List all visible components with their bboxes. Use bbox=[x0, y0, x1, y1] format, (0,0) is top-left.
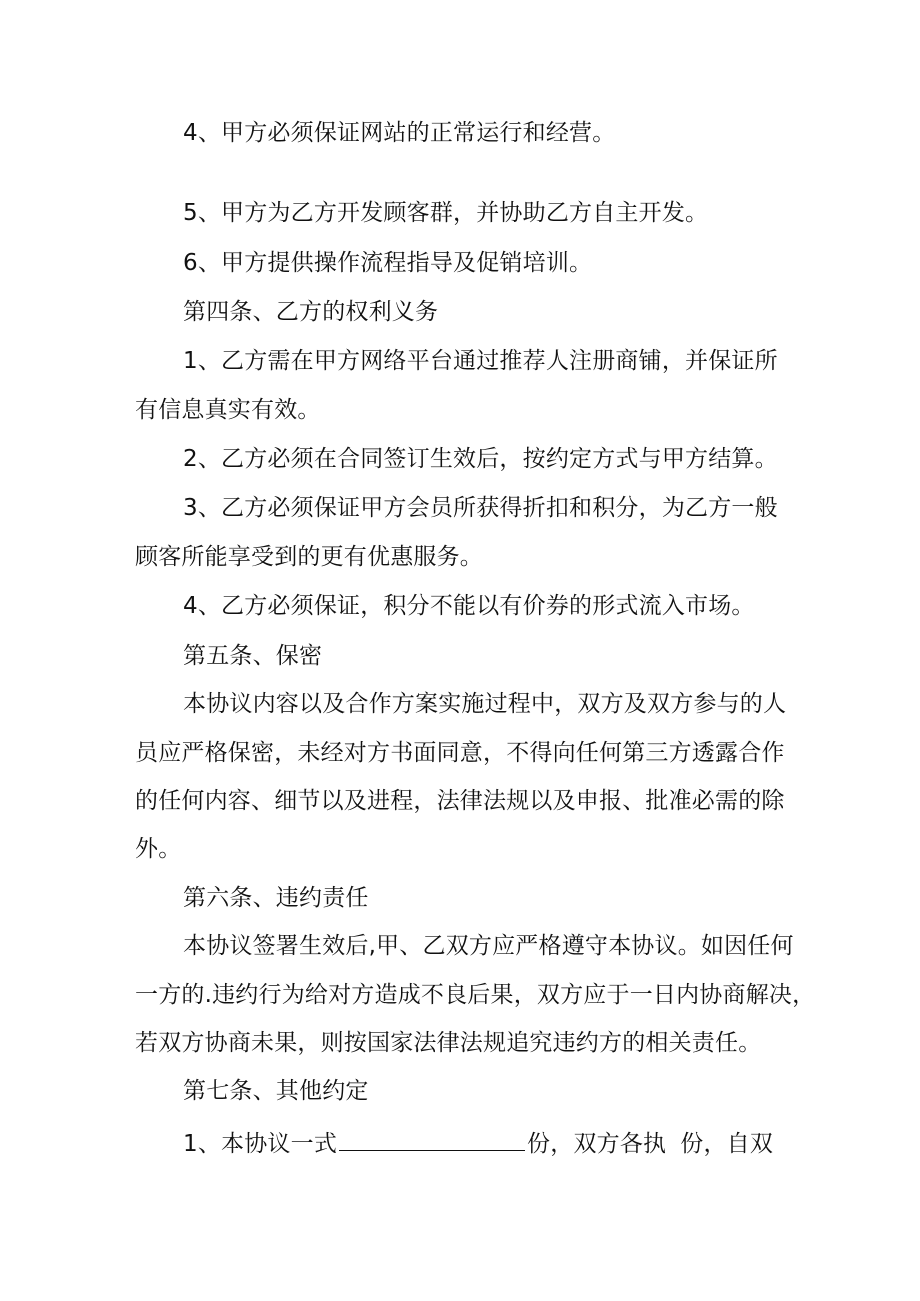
clause-4-item-1-line-1: 1、乙方需在甲方网络平台通过推荐人注册商铺，并保证所 bbox=[183, 348, 778, 374]
clause-3-item-5: 5、甲方为乙方开发顾客群，并协助乙方自主开发。 bbox=[183, 200, 709, 226]
clause-5-body-line-3: 的任何内容、细节以及进程，法律法规以及申报、批准必需的除 bbox=[135, 788, 785, 814]
clause-4-heading: 第四条、乙方的权利义务 bbox=[183, 299, 439, 325]
clause-6-body-line-1: 本协议签署生效后,甲、乙双方应严格遵守本协议。如因任何 bbox=[183, 933, 794, 959]
clause-4-item-3-line-2: 顾客所能享受到的更有优惠服务。 bbox=[135, 544, 483, 570]
clause-5-body-line-1: 本协议内容以及合作方案实施过程中，双方及双方参与的人 bbox=[183, 691, 787, 717]
clause-7-item-1-part-2: 份，双方各执 bbox=[527, 1131, 667, 1157]
clause-6-body-line-2: 一方的.违约行为给对方造成不良后果，双方应于一日内协商解决， bbox=[135, 982, 816, 1008]
clause-7-item-1-prefix: 1、本协议一式 bbox=[183, 1131, 338, 1157]
clause-5-heading: 第五条、保密 bbox=[183, 643, 323, 669]
clause-4-item-2: 2、乙方必须在合同签订生效后，按约定方式与甲方结算。 bbox=[183, 446, 778, 472]
copies-blank-line bbox=[339, 1126, 525, 1151]
clause-3-item-4: 4、甲方必须保证网站的正常运行和经营。 bbox=[183, 120, 616, 146]
clause-4-item-4: 4、乙方必须保证，积分不能以有价券的形式流入市场。 bbox=[183, 593, 755, 619]
clause-5-body-line-4: 外。 bbox=[135, 836, 182, 862]
clause-7-heading: 第七条、其他约定 bbox=[183, 1078, 369, 1104]
clause-3-item-6: 6、甲方提供操作流程指导及促销培训。 bbox=[183, 250, 593, 276]
clause-6-body-line-3: 若双方协商未果，则按国家法律法规追究违约方的相关责任。 bbox=[135, 1030, 762, 1056]
clause-7-item-1-part-3: 份，自双 bbox=[680, 1131, 774, 1157]
clause-4-item-1-line-2: 有信息真实有效。 bbox=[135, 397, 321, 423]
clause-6-heading: 第六条、违约责任 bbox=[183, 885, 369, 911]
clause-5-body-line-2: 员应严格保密，未经对方书面同意，不得向任何第三方透露合作 bbox=[135, 740, 785, 766]
clause-7-item-1 bbox=[183, 1126, 773, 1159]
clause-4-item-3-line-1: 3、乙方必须保证甲方会员所获得折扣和积分，为乙方一般 bbox=[183, 495, 778, 521]
